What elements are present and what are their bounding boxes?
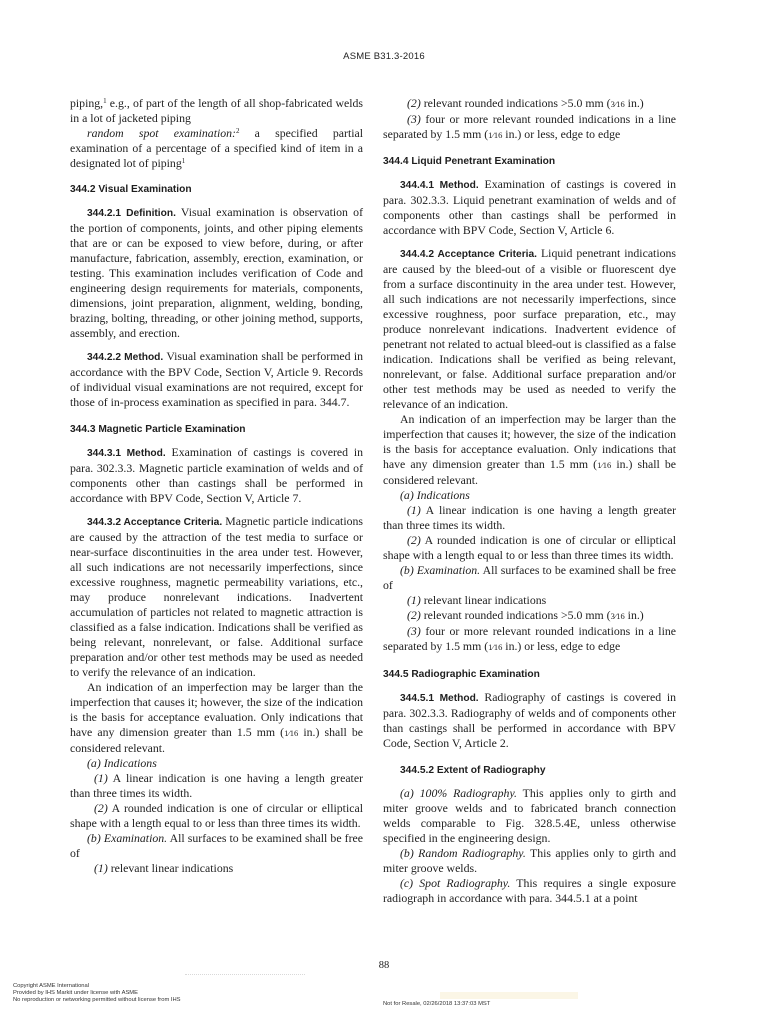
- list-item-b3-lp: (3) four or more relevant rounded indications in a line separated by 1.5 mm (1⁄16 in.) or less, edge to edge: [383, 624, 676, 653]
- list-item-a2-lp: (2) A rounded indication is one of circular or elliptical shape with a length equal to or less than three times its width.: [383, 533, 676, 562]
- heading-344-5-2: 344.5.2 Extent of Radiography: [400, 765, 546, 776]
- list-item-b3: (3) four or more relevant rounded indications in a line separated by 1.5 mm (1⁄16 in.) or less, edge to edge: [383, 112, 676, 141]
- list-item-a-indications-lp: (a) Indications: [400, 488, 470, 502]
- footer-line-3: No reproduction or networking permitted without license from IHS: [13, 997, 181, 1003]
- list-item-a1: (1) A linear indication is one having a length greater than three times its width.: [70, 771, 363, 800]
- paragraph-344-3-1: 344.3.1 Method. Examination of castings is covered in para. 302.3.3. Magnetic particle examination of welds and of components other than castings shall be performed in accordance with BPV Code, Section V, Article 7.: [70, 445, 363, 505]
- paragraph-piping: piping,$^1$ e.g., of part of the length of all shop-fabricated welds in a lot of jacketed piping: [70, 96, 363, 125]
- page-number: 88: [378, 960, 390, 971]
- paragraph-344-5-1: 344.5.1 Method. Radiography of castings is covered in para. 302.3.3. Radiography of welds and of components other than castings shall be performed in accordance with BPV Code, Section V, Article 2.: [383, 690, 676, 750]
- copyright-footer: [13, 983, 181, 1004]
- list-item-a1-lp: (1) A linear indication is one having a length greater than three times its width.: [383, 503, 676, 532]
- list-item-spot-radiography: (c) Spot Radiography. This requires a single exposure radiograph in accordance with para. 344.5.1 at a point: [383, 876, 676, 905]
- footer-line-2: Provided by IHS Markit under license with ASME: [13, 990, 139, 996]
- resale-notice: Not for Resale, 02/26/2018 13:37:03 MST: [383, 1001, 491, 1007]
- list-item-a-indications: (a) Indications: [87, 756, 157, 770]
- footer-line-1: Copyright ASME International: [13, 983, 90, 989]
- left-column: [70, 96, 363, 876]
- list-item-b2: (2) relevant rounded indications >5.0 mm (3⁄16 in.): [407, 96, 644, 110]
- list-item-b1-lp: (1) relevant linear indications: [407, 593, 547, 607]
- faint-watermark-line: [185, 974, 305, 979]
- list-item-random-radiography: (b) Random Radiography. This applies only to girth and miter groove welds.: [383, 846, 676, 875]
- footer-highlight: [440, 992, 578, 999]
- paragraph-indication-size: An indication of an imperfection may be larger than the imperfection that causes it; however, the size of the indication is the basis for acceptance evaluation. Only indications that have any dimension greater than 1.5 mm (1⁄16 in.) shall be considered relevant.: [70, 680, 363, 755]
- paragraph-344-2-2: 344.2.2 Method. Visual examination shall be performed in accordance with the BPV Code, Section V, Article 9. Records of individual visual examinations are not required, except for those of in-process examination as specified in para. 344.7.: [70, 349, 363, 409]
- heading-344-2: 344.2 Visual Examination: [70, 184, 192, 195]
- right-column: [383, 96, 676, 906]
- running-header: ASME B31.3-2016: [343, 51, 425, 62]
- list-item-b-examination-lp: (b) Examination. All surfaces to be examined shall be free of: [383, 563, 677, 592]
- definition-random-spot-examination: random spot examination:$^2$ a specified partial examination of a percentage of a specified kind of item in a designated lot of piping$^1$: [70, 126, 364, 170]
- heading-344-3: 344.3 Magnetic Particle Examination: [70, 424, 246, 435]
- heading-344-4: 344.4 Liquid Penetrant Examination: [383, 156, 556, 167]
- paragraph-344-3-2: 344.3.2 Acceptance Criteria. Magnetic particle indications are caused by the attraction of the test media to surface or near-surface discontinuities in the area under test. However, all such indications are not necessarily imperfections, since excessive roughness, magnetic permeability variations, etc., may produce nonrelevant indications. Inadvertent accumulation of particles not related to magnetic attraction is classified as a false indication. Indications shall be verified as being relevant, nonrelevant, or false. Additional surface preparation and/or other test methods may be used as needed to verify the relevance of an indication.: [70, 514, 363, 679]
- list-item-a2: (2) A rounded indication is one of circular or elliptical shape with a length equal to or less than three times its width.: [70, 801, 363, 830]
- list-item-b2-lp: (2) relevant rounded indications >5.0 mm (3⁄16 in.): [407, 608, 644, 622]
- paragraph-344-4-1: 344.4.1 Method. Examination of castings is covered in para. 302.3.3. Liquid penetrant examination of welds and of components other than castings shall be performed in accordance with BPV Code, Section V, Article 6.: [383, 177, 676, 237]
- paragraph-344-4-2: 344.4.2 Acceptance Criteria. Liquid penetrant indications are caused by the bleed-out of a visible or fluorescent dye from a surface discontinuity in the area under test. However, all such indications are not necessarily imperfections, since excessive roughness, poor surface preparation, etc., may produce nonrelevant indications. Inadvertent evidence of penetrant not related to actual bleed-out is classified as a false indication. Indications shall be verified as being relevant, nonrelevant, or false. Additional surface preparation and/or other test methods may be used as needed to verify the relevance of an indication.: [383, 246, 676, 411]
- heading-344-5: 344.5 Radiographic Examination: [383, 669, 540, 680]
- list-item-100-radiography: (a) 100% Radiography. This applies only to girth and miter groove welds and to fabricated branch connection welds comparable to Fig. 328.5.4E, unless otherwise specified in the engineering design.: [383, 786, 676, 845]
- list-item-b1: (1) relevant linear indications: [94, 861, 234, 875]
- paragraph-344-2-1: 344.2.1 Definition. Visual examination is observation of the portion of components, joints, and other piping elements that are or can be exposed to view before, during, or after manufacture, fabrication, assembly, erection, examination, or testing. This examination includes verification of Code and engineering design requirements for materials, components, dimensions, joint preparation, alignment, welding, bonding, brazing, bolting, threading, or other joining method, supports, assembly, and erection.: [70, 205, 363, 340]
- list-item-b-examination: (b) Examination. All surfaces to be examined shall be free of: [70, 831, 364, 860]
- paragraph-indication-size-lp: An indication of an imperfection may be larger than the imperfection that causes it; however, the size of the indication is the basis for acceptance evaluation. Only indications that have any dimension greater than 1.5 mm (1⁄16 in.) shall be considered relevant.: [383, 412, 676, 487]
